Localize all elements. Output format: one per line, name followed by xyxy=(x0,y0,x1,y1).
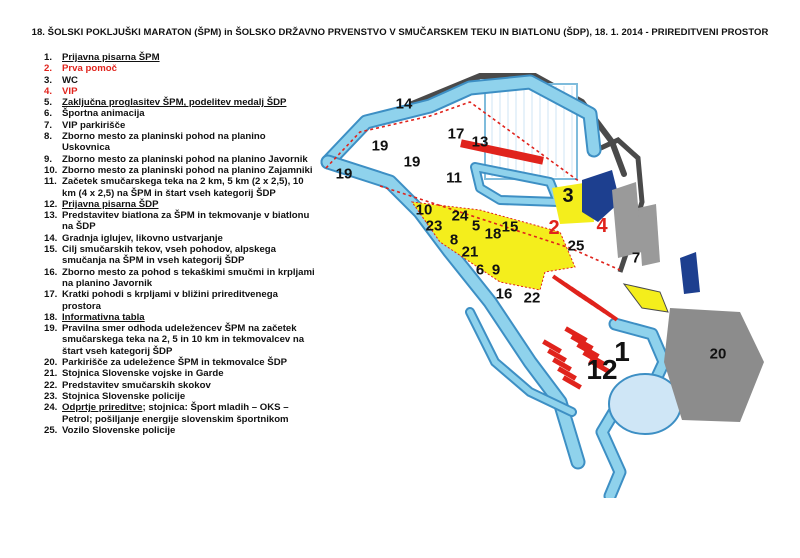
legend-item xyxy=(44,154,316,165)
legend-item-text xyxy=(62,108,316,119)
legend-item-number: 4. xyxy=(44,85,53,97)
legend-item xyxy=(44,233,316,244)
legend-item-number: 13. xyxy=(44,210,58,222)
legend-item xyxy=(44,97,316,108)
legend-item-number: 11. xyxy=(44,176,57,188)
legend-item-text xyxy=(62,368,316,379)
legend-item-number: 9. xyxy=(44,153,53,165)
legend-item-text xyxy=(62,391,316,402)
legend-item-text xyxy=(62,380,316,391)
legend-item-number: 12. xyxy=(44,198,58,210)
legend-item xyxy=(44,52,316,63)
legend-item-number: 2. xyxy=(44,63,53,75)
map-label: 19 xyxy=(403,153,421,171)
map-label: 22 xyxy=(523,289,541,307)
legend-item-number: 8. xyxy=(44,131,53,143)
legend-item-number: 6. xyxy=(44,108,53,120)
legend-item xyxy=(44,176,316,199)
legend-item-label: Pravilna smer odhoda udeležencev ŠPM na začetek smučarskega teka na 2, 5 in 10 km in tekmovalcev na štart vseh kategorij ŠDP xyxy=(62,323,305,357)
legend-item-label: Prijavna pisarna ŠPM xyxy=(62,52,160,63)
legend-item-text xyxy=(62,176,316,199)
legend-item-number: 10. xyxy=(44,164,58,176)
legend-item xyxy=(44,108,316,119)
legend-list xyxy=(44,52,316,436)
map-label: 18 xyxy=(484,225,502,243)
legend-item-label: Predstavitev biatlona za ŠPM in tekmovanje v biatlonu na ŠDP xyxy=(62,210,310,233)
legend-item xyxy=(44,312,316,323)
legend-item-label: Informativna tabla xyxy=(62,311,145,323)
legend-item xyxy=(44,323,316,357)
legend-item xyxy=(44,267,316,290)
legend-item-text xyxy=(62,154,316,165)
legend-item xyxy=(44,380,316,391)
legend-item-number: 16. xyxy=(44,266,58,278)
map-label: 11 xyxy=(446,169,462,187)
legend-item-text xyxy=(62,75,316,86)
legend-item xyxy=(44,75,316,86)
map-label: 19 xyxy=(335,165,353,183)
legend-item xyxy=(44,63,316,74)
venue-map xyxy=(320,62,764,498)
legend-item xyxy=(44,120,316,131)
map-label: 8 xyxy=(449,231,459,249)
legend-item-text xyxy=(62,312,316,323)
legend-item-label: Zborno mesto za planinski pohod na planino Javornik xyxy=(62,153,308,165)
legend-item-text xyxy=(62,357,316,368)
legend-item-label: Zborno mesto za planinski pohod na planino Uskovnica xyxy=(62,131,266,154)
map-label: 24 xyxy=(451,207,469,225)
legend-item-number: 18. xyxy=(44,311,58,323)
legend-item xyxy=(44,199,316,210)
map-label: 1 xyxy=(614,336,630,367)
legend-item-text xyxy=(62,425,316,436)
legend-item-number: 3. xyxy=(44,74,53,86)
lake xyxy=(609,374,681,434)
legend-item-label: Odprtje prireditve xyxy=(62,402,143,414)
legend-item-label: Parkirišče za udeležence ŠPM in tekmovalce ŠDP xyxy=(62,357,288,369)
legend-item-number: 21. xyxy=(44,368,58,380)
legend-item xyxy=(44,391,316,402)
legend-item-text xyxy=(62,120,316,131)
legend-item xyxy=(44,86,316,97)
legend-item-text xyxy=(62,131,316,154)
legend-item xyxy=(44,368,316,379)
legend-item-label: Zborno mesto za pohod s tekaškimi smučmi in krpljami na planino Javornik xyxy=(62,266,315,289)
map-label: 4 xyxy=(596,215,608,237)
legend-item xyxy=(44,165,316,176)
legend-item-label: Stojnica Slovenske vojske in Garde xyxy=(62,368,224,380)
legend-item xyxy=(44,289,316,312)
legend-item-number: 17. xyxy=(44,289,58,301)
legend-item-label: Kratki pohodi s krpljami v bližini prireditvenega prostora xyxy=(62,289,278,312)
legend-item-number: 14. xyxy=(44,232,58,244)
map-label: 23 xyxy=(425,217,443,235)
map-label: 5 xyxy=(471,217,481,235)
legend-item xyxy=(44,357,316,368)
legend-item xyxy=(44,425,316,436)
legend-item-number: 7. xyxy=(44,119,53,131)
legend-item-text xyxy=(62,199,316,210)
map-label: 21 xyxy=(461,243,479,261)
legend-item-label: Zaključna proglasitev ŠPM, podelitev medalj ŠDP xyxy=(62,97,287,109)
venue-map-drawing xyxy=(320,62,764,498)
legend-item-label: WC xyxy=(62,74,78,86)
legend-item xyxy=(44,402,316,425)
legend-item-number: 22. xyxy=(44,379,58,391)
legend-item-text xyxy=(62,63,316,74)
legend-item-label: Prva pomoč xyxy=(62,63,117,75)
legend-item-number: 23. xyxy=(44,390,58,402)
legend-item-text xyxy=(62,289,316,312)
legend-item-label: Predstavitev smučarskih skokov xyxy=(62,379,211,391)
legend-item-label: Začetek smučarskega teka na 2 km, 5 km (2 x 2,5), 10 km (4 x 2,5) na ŠPM in štart vseh kategorij ŠDP xyxy=(62,176,304,199)
map-label: 13 xyxy=(471,133,489,151)
legend-item-text xyxy=(62,210,316,233)
map-label: 9 xyxy=(491,261,501,279)
map-label: 15 xyxy=(501,218,519,236)
map-label: 12 xyxy=(586,354,618,385)
legend-item-text xyxy=(62,402,316,425)
legend-item-text xyxy=(62,165,316,176)
legend-item-number: 5. xyxy=(44,97,53,109)
legend-item-number: 24. xyxy=(44,402,58,414)
legend-item-label: Cilj smučarskih tekov, vseh pohodov, alpskega smučanja na ŠPM in vseh kategorij ŠDP xyxy=(62,244,276,267)
legend-item-label: VIP parkirišče xyxy=(62,119,126,131)
legend-item-number: 25. xyxy=(44,424,58,436)
map-label: 10 xyxy=(415,201,433,219)
legend-item-label: Stojnica Slovenske policije xyxy=(62,390,186,402)
legend-item-text xyxy=(62,267,316,290)
legend-item xyxy=(44,210,316,233)
legend-item-number: 20. xyxy=(44,357,58,369)
map-label: 17 xyxy=(447,125,465,143)
map-label: 6 xyxy=(475,261,485,279)
map-label: 7 xyxy=(631,249,641,267)
page-title: 18. ŠOLSKI POKLJUŠKI MARATON (ŠPM) in ŠOLSKO DRŽAVNO PRVENSTVO V SMUČARSKEM TEKU IN BIATLONU (ŠDP), 18. 1. 2014 - PRIREDITVENI PROSTOR xyxy=(31,27,769,38)
legend-item-extra: ; stojnica: Šport mladih – OKS – Petrol; pošiljanje energije slovenskim športnikom xyxy=(62,402,289,425)
legend-item-text xyxy=(62,244,316,267)
legend-item-label: Prijavna pisarna ŠDP xyxy=(62,198,159,210)
legend-item-label: Športna animacija xyxy=(62,108,145,120)
legend-item-label: Zborno mesto za planinski pohod na planino Zajamniki xyxy=(62,164,313,176)
map-label: 25 xyxy=(567,237,585,255)
map-label: 20 xyxy=(709,345,727,363)
legend-item-text xyxy=(62,233,316,244)
map-label: 19 xyxy=(371,137,389,155)
legend-item-text xyxy=(62,86,316,97)
legend-item-text xyxy=(62,323,316,357)
legend-item xyxy=(44,244,316,267)
legend-item-label: Gradnja iglujev, likovno ustvarjanje xyxy=(62,232,223,244)
legend-item xyxy=(44,131,316,154)
legend-item-label: Vozilo Slovenske policije xyxy=(62,424,176,436)
map-label: 14 xyxy=(395,95,413,113)
legend-item-number: 1. xyxy=(44,52,53,63)
legend-item-number: 15. xyxy=(44,244,58,256)
legend-item-text xyxy=(62,97,316,108)
map-label: 16 xyxy=(495,285,513,303)
legend-item-label: VIP xyxy=(62,85,78,97)
legend-item-number: 19. xyxy=(44,323,58,335)
map-label: 3 xyxy=(562,185,574,207)
legend-item-text xyxy=(62,52,316,63)
map-label: 2 xyxy=(548,217,560,239)
